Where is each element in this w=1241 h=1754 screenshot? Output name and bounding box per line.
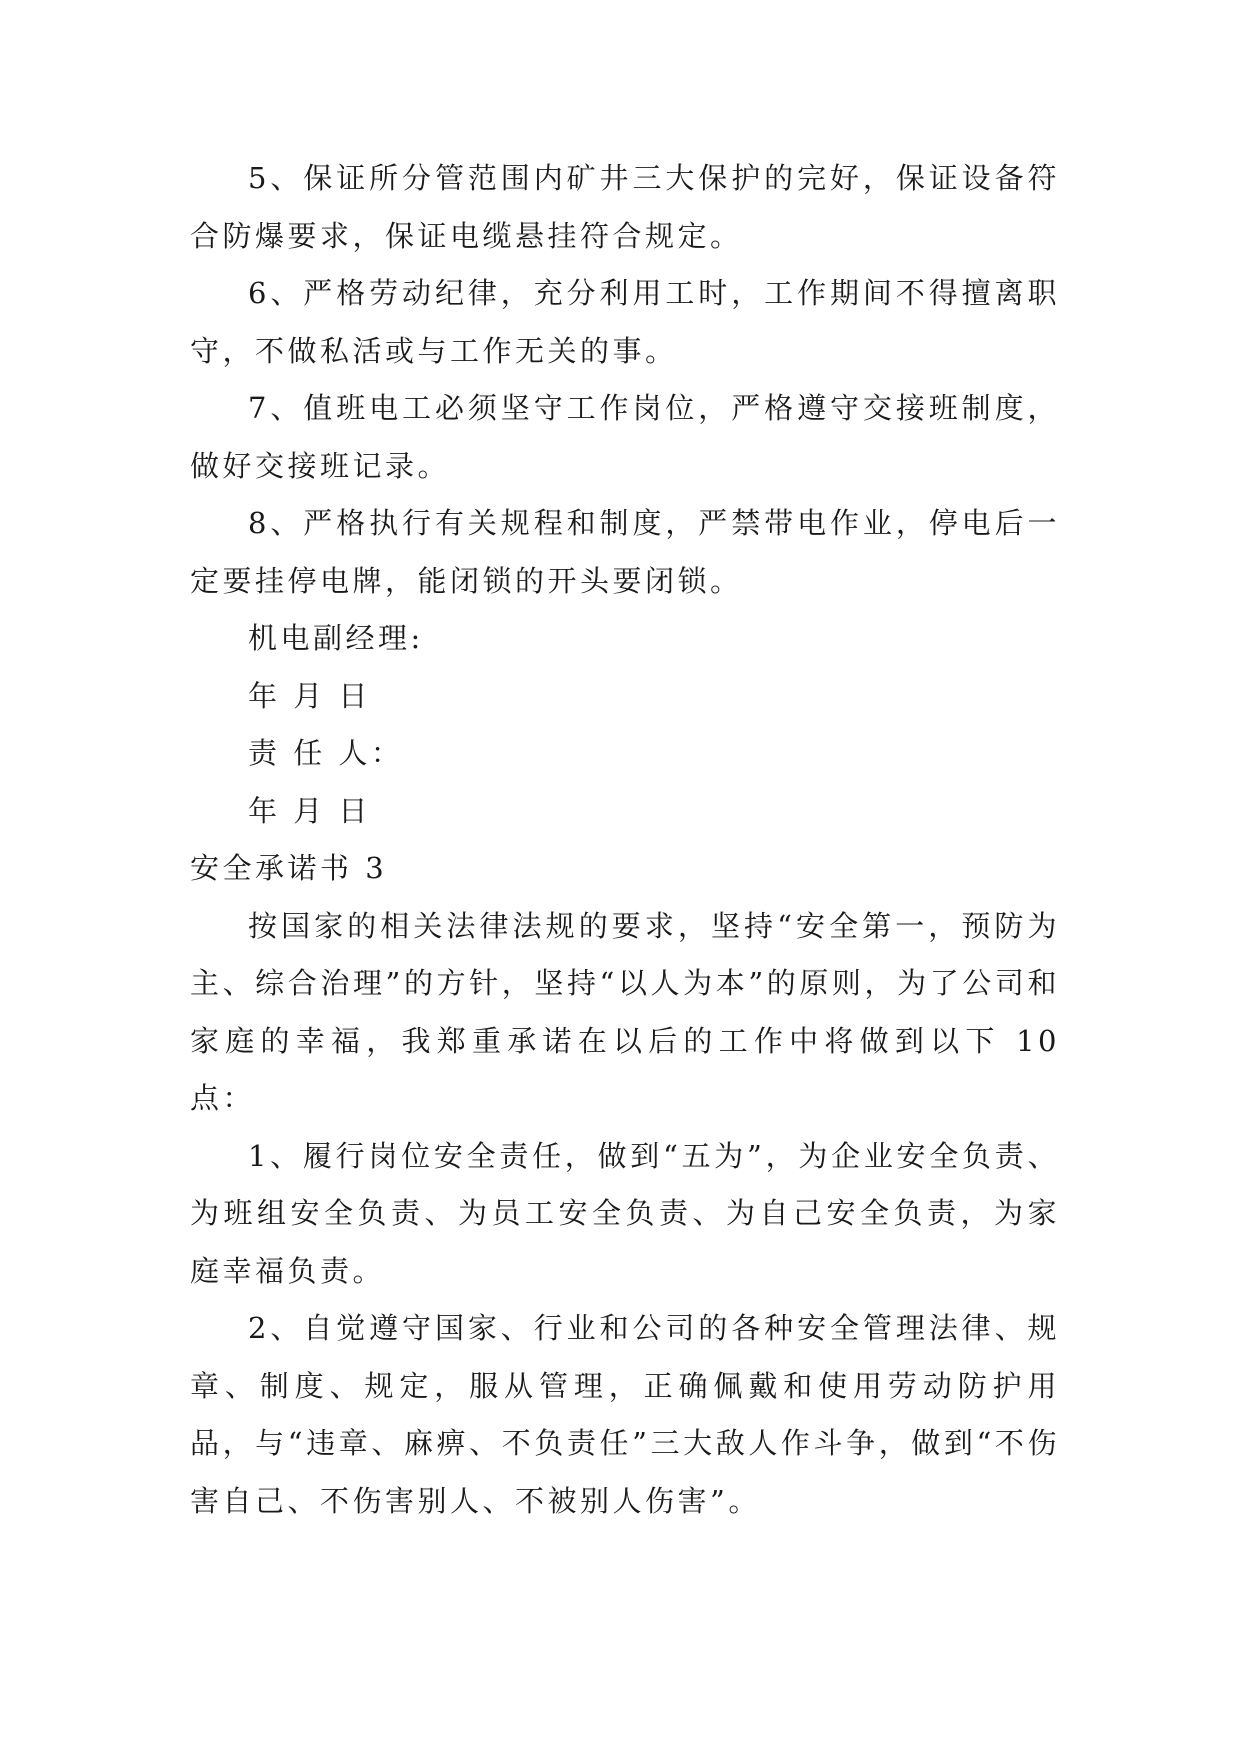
document-page <box>190 150 1060 1530</box>
clause-6-paragraph: 6、严格劳动纪律，充分利用工时，工作期间不得擅离职守，不做私活或与工作无关的事。 <box>190 276 1060 368</box>
clause-5-paragraph: 5、保证所分管范围内矿井三大保护的完好，保证设备符合防爆要求，保证电缆悬挂符合规定。 <box>190 161 1060 253</box>
signature-deputy-manager-label: 机电副经理: <box>248 621 424 655</box>
clause-8-paragraph: 8、严格执行有关规程和制度，严禁带电作业，停电后一定要挂停电牌，能闭锁的开头要闭锁。 <box>190 506 1060 598</box>
intro-paragraph: 按国家的相关法律法规的要求，坚持“安全第一，预防为主、综合治理”的方针，坚持“以人为本”的原则，为了公司和家庭的幸福，我郑重承诺在以后的工作中将做到以下 10 点： <box>190 908 1060 1115</box>
signature-date-line: 年 月 日 <box>248 793 371 828</box>
pledge-1-paragraph: 1、履行岗位安全责任，做到“五为”，为企业安全负责、为班组安全负责、为员工安全负责、为自己安全负责，为家庭幸福负责。 <box>190 1138 1060 1288</box>
signature-date-line: 年 月 日 <box>248 678 371 713</box>
signature-responsible-person-label: 责 任 人： <box>248 736 404 770</box>
clause-7-paragraph: 7、值班电工必须坚守工作岗位，严格遵守交接班制度，做好交接班记录。 <box>190 391 1060 483</box>
pledge-2-paragraph: 2、自觉遵守国家、行业和公司的各种安全管理法律、规章、制度、规定，服从管理，正确佩戴和使用劳动防护用品，与“违章、麻痹、不负责任”三大敌人作斗争，做到“不伤害自己、不伤害别人、不被别人伤害”。 <box>190 1311 1060 1518</box>
section-heading: 安全承诺书 3 <box>190 851 388 885</box>
